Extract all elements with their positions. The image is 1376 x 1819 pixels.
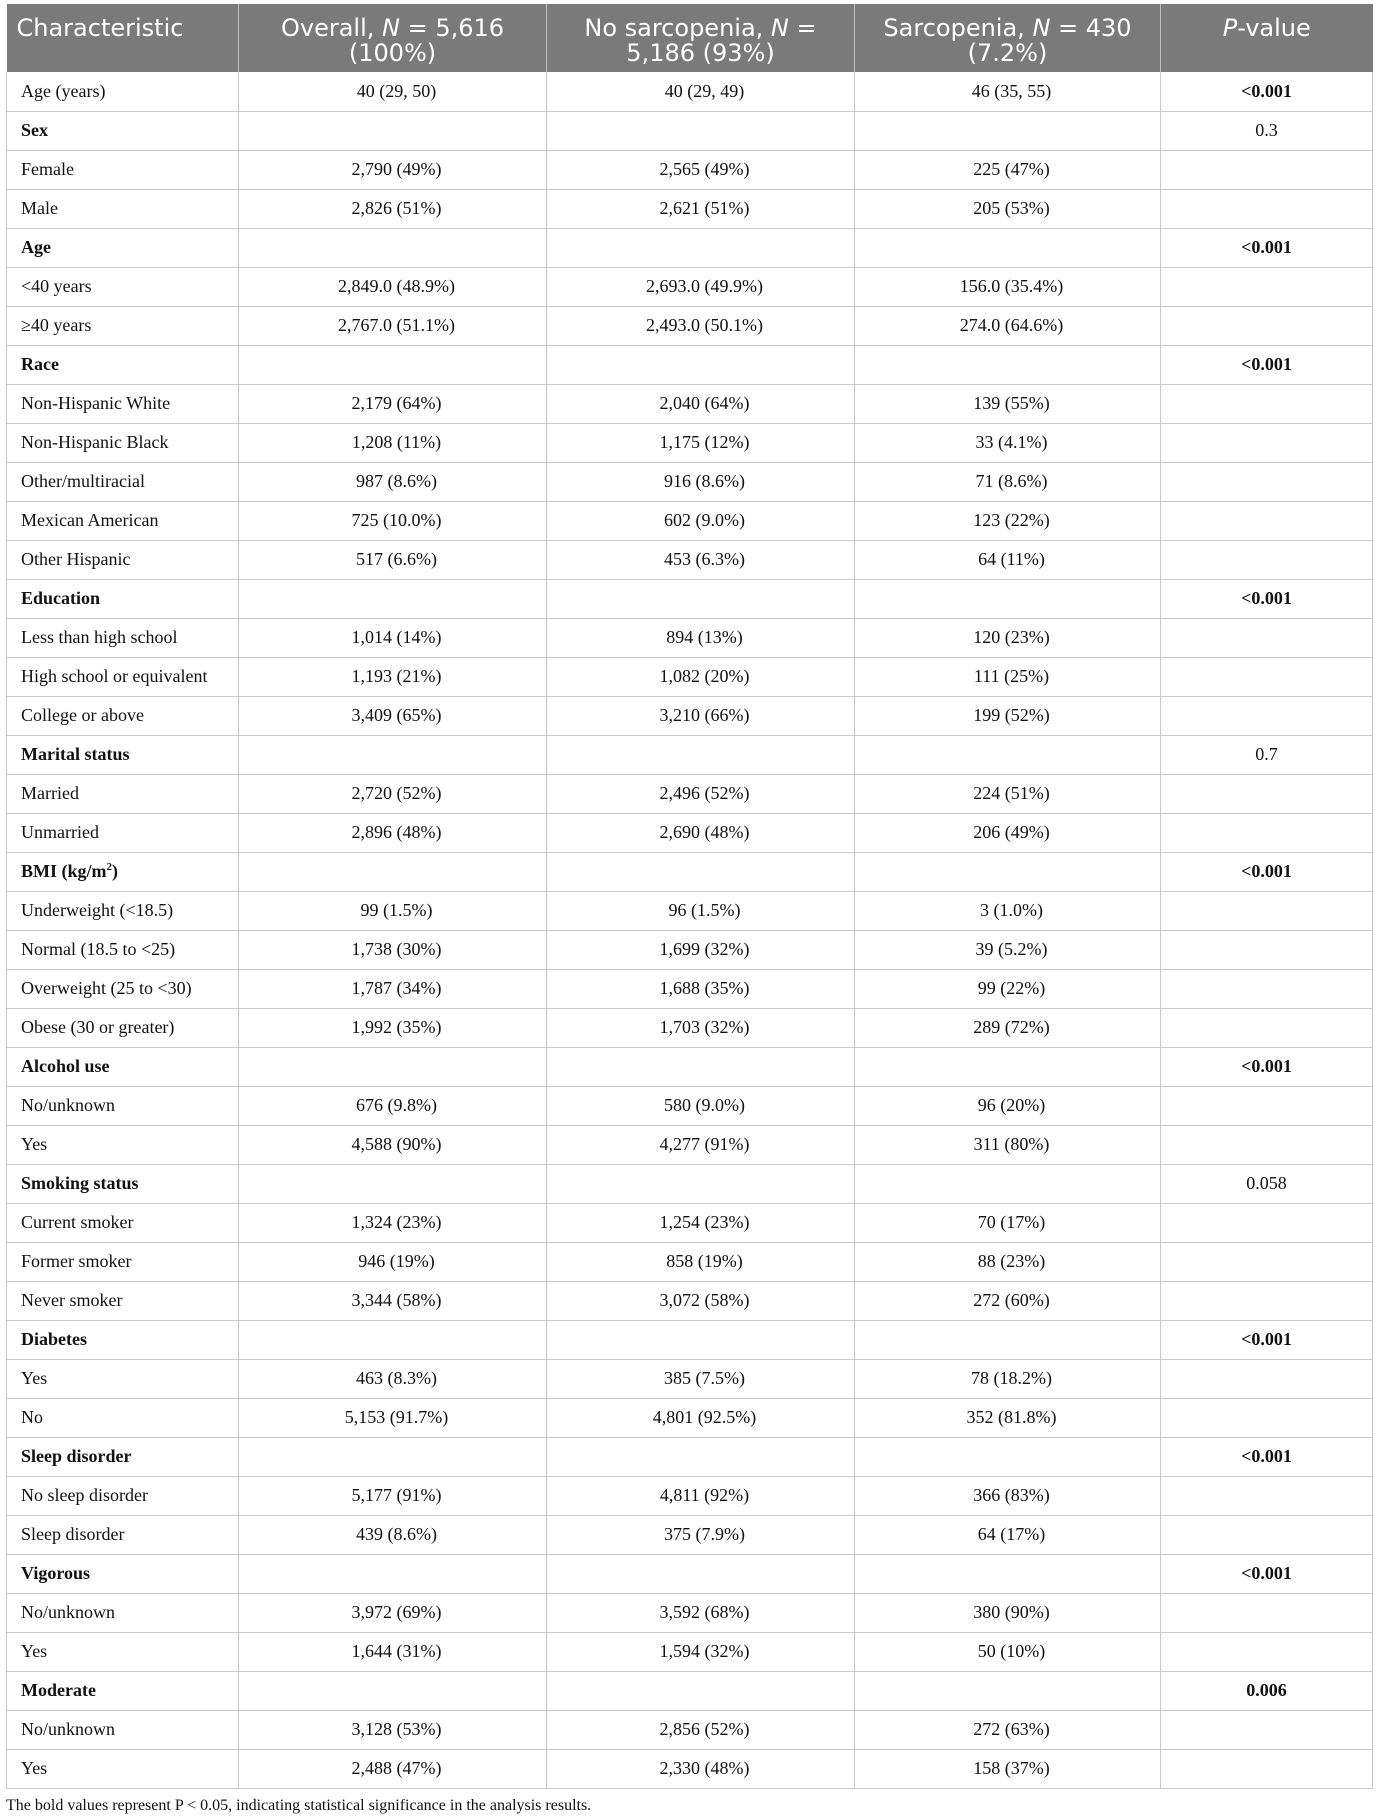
- table-row: [7, 1203, 1373, 1242]
- cell-sarcopenia: 120 (23%): [855, 618, 1161, 657]
- cell-p-value: [1161, 1398, 1373, 1437]
- cell-p-value: [1161, 423, 1373, 462]
- cell-characteristic: No/unknown: [7, 1710, 239, 1749]
- cell-characteristic: Sleep disorder: [7, 1515, 239, 1554]
- cell-no-sarcopenia: 3,592 (68%): [547, 1593, 855, 1632]
- cell-characteristic: Alcohol use: [7, 1047, 239, 1086]
- cell-p-value: [1161, 189, 1373, 228]
- cell-characteristic: Underweight (<18.5): [7, 891, 239, 930]
- cell-overall: [239, 1047, 547, 1086]
- table-row: [7, 228, 1373, 267]
- header-overall: Overall, N = 5,616 (100%): [239, 4, 547, 72]
- cell-sarcopenia: [855, 1047, 1161, 1086]
- cell-sarcopenia: 123 (22%): [855, 501, 1161, 540]
- cell-sarcopenia: 380 (90%): [855, 1593, 1161, 1632]
- cell-sarcopenia: 96 (20%): [855, 1086, 1161, 1125]
- cell-sarcopenia: 64 (17%): [855, 1515, 1161, 1554]
- cell-sarcopenia: 272 (63%): [855, 1710, 1161, 1749]
- cell-no-sarcopenia: 2,621 (51%): [547, 189, 855, 228]
- header-p-value: P-value: [1161, 4, 1373, 72]
- table-row: [7, 930, 1373, 969]
- table-row: [7, 1554, 1373, 1593]
- cell-overall: 3,344 (58%): [239, 1281, 547, 1320]
- cell-no-sarcopenia: 2,330 (48%): [547, 1749, 855, 1788]
- cell-no-sarcopenia: 2,693.0 (49.9%): [547, 267, 855, 306]
- cell-no-sarcopenia: 1,254 (23%): [547, 1203, 855, 1242]
- cell-p-value: 0.7: [1161, 735, 1373, 774]
- cell-no-sarcopenia: [547, 579, 855, 618]
- cell-no-sarcopenia: 2,496 (52%): [547, 774, 855, 813]
- cell-overall: 4,588 (90%): [239, 1125, 547, 1164]
- cell-no-sarcopenia: 894 (13%): [547, 618, 855, 657]
- cell-no-sarcopenia: 858 (19%): [547, 1242, 855, 1281]
- cell-overall: 463 (8.3%): [239, 1359, 547, 1398]
- cell-no-sarcopenia: [547, 345, 855, 384]
- cell-overall: 1,787 (34%): [239, 969, 547, 1008]
- table-row: [7, 111, 1373, 150]
- cell-no-sarcopenia: 2,565 (49%): [547, 150, 855, 189]
- cell-p-value: [1161, 1710, 1373, 1749]
- table-footnote: The bold values represent P < 0.05, indicating statistical significance in the analysis results.: [6, 1797, 592, 1814]
- cell-no-sarcopenia: 4,801 (92.5%): [547, 1398, 855, 1437]
- cell-no-sarcopenia: 1,703 (32%): [547, 1008, 855, 1047]
- cell-characteristic: Age (years): [7, 72, 239, 111]
- cell-p-value: <0.001: [1161, 1320, 1373, 1359]
- cell-overall: [239, 579, 547, 618]
- table-row: [7, 813, 1373, 852]
- table-row: [7, 1632, 1373, 1671]
- cell-overall: 3,972 (69%): [239, 1593, 547, 1632]
- cell-p-value: [1161, 462, 1373, 501]
- table-row: [7, 423, 1373, 462]
- cell-p-value: [1161, 813, 1373, 852]
- cell-p-value: <0.001: [1161, 345, 1373, 384]
- table-row: [7, 891, 1373, 930]
- cell-overall: 2,179 (64%): [239, 384, 547, 423]
- table-row: [7, 618, 1373, 657]
- cell-characteristic: Race: [7, 345, 239, 384]
- cell-sarcopenia: [855, 1671, 1161, 1710]
- cell-p-value: [1161, 1593, 1373, 1632]
- cell-characteristic: Other Hispanic: [7, 540, 239, 579]
- cell-characteristic: Vigorous: [7, 1554, 239, 1593]
- cell-sarcopenia: 33 (4.1%): [855, 423, 1161, 462]
- cell-overall: 5,153 (91.7%): [239, 1398, 547, 1437]
- cell-overall: 2,488 (47%): [239, 1749, 547, 1788]
- cell-p-value: 0.3: [1161, 111, 1373, 150]
- cell-no-sarcopenia: 580 (9.0%): [547, 1086, 855, 1125]
- table-row: [7, 579, 1373, 618]
- cell-characteristic: ≥40 years: [7, 306, 239, 345]
- cell-characteristic: Overweight (25 to <30): [7, 969, 239, 1008]
- cell-sarcopenia: [855, 852, 1161, 891]
- cell-characteristic: Smoking status: [7, 1164, 239, 1203]
- cell-sarcopenia: 88 (23%): [855, 1242, 1161, 1281]
- cell-sarcopenia: [855, 579, 1161, 618]
- cell-p-value: <0.001: [1161, 72, 1373, 111]
- cell-characteristic: Female: [7, 150, 239, 189]
- table-row: [7, 1749, 1373, 1788]
- cell-characteristic: Yes: [7, 1359, 239, 1398]
- cell-sarcopenia: 3 (1.0%): [855, 891, 1161, 930]
- cell-no-sarcopenia: 4,811 (92%): [547, 1476, 855, 1515]
- cell-no-sarcopenia: [547, 1437, 855, 1476]
- cell-characteristic: Male: [7, 189, 239, 228]
- cell-overall: [239, 1437, 547, 1476]
- table-header-row: [7, 4, 1373, 72]
- cell-overall: 3,128 (53%): [239, 1710, 547, 1749]
- cell-no-sarcopenia: [547, 735, 855, 774]
- cell-characteristic: Yes: [7, 1125, 239, 1164]
- cell-no-sarcopenia: [547, 1671, 855, 1710]
- table-row: [7, 1593, 1373, 1632]
- cell-no-sarcopenia: 1,699 (32%): [547, 930, 855, 969]
- table-row: [7, 969, 1373, 1008]
- cell-sarcopenia: [855, 345, 1161, 384]
- cell-p-value: [1161, 657, 1373, 696]
- cell-overall: [239, 111, 547, 150]
- cell-p-value: [1161, 969, 1373, 1008]
- cell-p-value: [1161, 891, 1373, 930]
- cell-p-value: 0.006: [1161, 1671, 1373, 1710]
- cell-no-sarcopenia: 602 (9.0%): [547, 501, 855, 540]
- cell-no-sarcopenia: [547, 228, 855, 267]
- table-row: [7, 1125, 1373, 1164]
- cell-sarcopenia: 205 (53%): [855, 189, 1161, 228]
- table-body: [7, 72, 1373, 1788]
- cell-sarcopenia: 158 (37%): [855, 1749, 1161, 1788]
- table-row: [7, 1398, 1373, 1437]
- header-no-sarcopenia: No sarcopenia, N = 5,186 (93%): [547, 4, 855, 72]
- table-row: [7, 852, 1373, 891]
- table-row: [7, 1242, 1373, 1281]
- cell-overall: 99 (1.5%): [239, 891, 547, 930]
- cell-characteristic: Normal (18.5 to <25): [7, 930, 239, 969]
- cell-overall: 2,720 (52%): [239, 774, 547, 813]
- cell-p-value: [1161, 1125, 1373, 1164]
- cell-sarcopenia: 50 (10%): [855, 1632, 1161, 1671]
- table-row: [7, 1437, 1373, 1476]
- cell-sarcopenia: [855, 1320, 1161, 1359]
- cell-no-sarcopenia: [547, 111, 855, 150]
- cell-overall: [239, 228, 547, 267]
- cell-p-value: [1161, 696, 1373, 735]
- cell-no-sarcopenia: 4,277 (91%): [547, 1125, 855, 1164]
- cell-sarcopenia: [855, 1437, 1161, 1476]
- cell-characteristic: Education: [7, 579, 239, 618]
- table-row: [7, 657, 1373, 696]
- cell-no-sarcopenia: 1,175 (12%): [547, 423, 855, 462]
- cell-sarcopenia: 225 (47%): [855, 150, 1161, 189]
- table-row: [7, 462, 1373, 501]
- table-row: [7, 1710, 1373, 1749]
- cell-sarcopenia: 111 (25%): [855, 657, 1161, 696]
- cell-characteristic: Non-Hispanic Black: [7, 423, 239, 462]
- table-row: [7, 735, 1373, 774]
- cell-characteristic: Marital status: [7, 735, 239, 774]
- cell-overall: 725 (10.0%): [239, 501, 547, 540]
- cell-overall: 946 (19%): [239, 1242, 547, 1281]
- cell-sarcopenia: 39 (5.2%): [855, 930, 1161, 969]
- table-row: [7, 1281, 1373, 1320]
- cell-no-sarcopenia: 375 (7.9%): [547, 1515, 855, 1554]
- cell-characteristic: Sleep disorder: [7, 1437, 239, 1476]
- cell-overall: [239, 1164, 547, 1203]
- cell-no-sarcopenia: 916 (8.6%): [547, 462, 855, 501]
- cell-characteristic: No/unknown: [7, 1086, 239, 1125]
- table-row: [7, 1047, 1373, 1086]
- cell-overall: 1,193 (21%): [239, 657, 547, 696]
- cell-p-value: 0.058: [1161, 1164, 1373, 1203]
- cell-no-sarcopenia: 453 (6.3%): [547, 540, 855, 579]
- cell-overall: [239, 735, 547, 774]
- cell-p-value: [1161, 1515, 1373, 1554]
- cell-p-value: [1161, 1242, 1373, 1281]
- cell-sarcopenia: 156.0 (35.4%): [855, 267, 1161, 306]
- cell-sarcopenia: 274.0 (64.6%): [855, 306, 1161, 345]
- cell-p-value: [1161, 1086, 1373, 1125]
- cell-overall: 1,992 (35%): [239, 1008, 547, 1047]
- cell-sarcopenia: 352 (81.8%): [855, 1398, 1161, 1437]
- cell-no-sarcopenia: 2,690 (48%): [547, 813, 855, 852]
- cell-overall: 517 (6.6%): [239, 540, 547, 579]
- cell-characteristic: Obese (30 or greater): [7, 1008, 239, 1047]
- cell-no-sarcopenia: 3,072 (58%): [547, 1281, 855, 1320]
- cell-characteristic: Other/multiracial: [7, 462, 239, 501]
- cell-overall: 1,014 (14%): [239, 618, 547, 657]
- cell-characteristic: No/unknown: [7, 1593, 239, 1632]
- cell-overall: 40 (29, 50): [239, 72, 547, 111]
- header-sarcopenia: Sarcopenia, N = 430 (7.2%): [855, 4, 1161, 72]
- cell-p-value: <0.001: [1161, 1437, 1373, 1476]
- table-row: [7, 345, 1373, 384]
- cell-no-sarcopenia: 1,688 (35%): [547, 969, 855, 1008]
- cell-sarcopenia: [855, 735, 1161, 774]
- cell-overall: [239, 852, 547, 891]
- cell-no-sarcopenia: 1,082 (20%): [547, 657, 855, 696]
- cell-p-value: [1161, 501, 1373, 540]
- cell-characteristic: High school or equivalent: [7, 657, 239, 696]
- cell-no-sarcopenia: [547, 1320, 855, 1359]
- cell-characteristic: Age: [7, 228, 239, 267]
- cell-no-sarcopenia: [547, 1047, 855, 1086]
- cell-characteristic: Current smoker: [7, 1203, 239, 1242]
- cell-p-value: [1161, 267, 1373, 306]
- cell-overall: 1,208 (11%): [239, 423, 547, 462]
- table-row: [7, 1515, 1373, 1554]
- cell-p-value: [1161, 930, 1373, 969]
- cell-characteristic: Yes: [7, 1632, 239, 1671]
- cell-p-value: <0.001: [1161, 1047, 1373, 1086]
- cell-sarcopenia: [855, 1554, 1161, 1593]
- cell-p-value: [1161, 774, 1373, 813]
- cell-characteristic: BMI $(kg/m^2)$: [7, 852, 239, 891]
- table-row: [7, 150, 1373, 189]
- cell-overall: 1,738 (30%): [239, 930, 547, 969]
- cell-no-sarcopenia: 3,210 (66%): [547, 696, 855, 735]
- cell-p-value: <0.001: [1161, 1554, 1373, 1593]
- cell-characteristic: <40 years: [7, 267, 239, 306]
- cell-characteristic: No sleep disorder: [7, 1476, 239, 1515]
- cell-overall: 2,896 (48%): [239, 813, 547, 852]
- table-container: [6, 4, 1372, 1789]
- cell-p-value: [1161, 1476, 1373, 1515]
- table-row: [7, 774, 1373, 813]
- table-row: [7, 696, 1373, 735]
- cell-overall: 2,849.0 (48.9%): [239, 267, 547, 306]
- cell-sarcopenia: 70 (17%): [855, 1203, 1161, 1242]
- cell-overall: 3,409 (65%): [239, 696, 547, 735]
- cell-sarcopenia: 99 (22%): [855, 969, 1161, 1008]
- table-row: [7, 1164, 1373, 1203]
- cell-p-value: [1161, 1359, 1373, 1398]
- cell-no-sarcopenia: 96 (1.5%): [547, 891, 855, 930]
- cell-no-sarcopenia: 2,493.0 (50.1%): [547, 306, 855, 345]
- cell-overall: [239, 1554, 547, 1593]
- cell-characteristic: Non-Hispanic White: [7, 384, 239, 423]
- cell-p-value: [1161, 540, 1373, 579]
- cell-overall: 2,790 (49%): [239, 150, 547, 189]
- cell-sarcopenia: 78 (18.2%): [855, 1359, 1161, 1398]
- table-row: [7, 1359, 1373, 1398]
- cell-no-sarcopenia: 1,594 (32%): [547, 1632, 855, 1671]
- table-row: [7, 189, 1373, 228]
- cell-characteristic: Never smoker: [7, 1281, 239, 1320]
- table-row: [7, 540, 1373, 579]
- cell-no-sarcopenia: 40 (29, 49): [547, 72, 855, 111]
- table-row: [7, 1008, 1373, 1047]
- cell-overall: 987 (8.6%): [239, 462, 547, 501]
- cell-sarcopenia: 206 (49%): [855, 813, 1161, 852]
- cell-characteristic: Mexican American: [7, 501, 239, 540]
- cell-sarcopenia: [855, 1164, 1161, 1203]
- characteristics-table: [6, 4, 1373, 1789]
- cell-no-sarcopenia: 385 (7.5%): [547, 1359, 855, 1398]
- table-row: [7, 1476, 1373, 1515]
- cell-sarcopenia: 224 (51%): [855, 774, 1161, 813]
- cell-no-sarcopenia: [547, 1554, 855, 1593]
- cell-characteristic: Yes: [7, 1749, 239, 1788]
- cell-characteristic: No: [7, 1398, 239, 1437]
- cell-characteristic: Less than high school: [7, 618, 239, 657]
- cell-sarcopenia: 272 (60%): [855, 1281, 1161, 1320]
- cell-no-sarcopenia: [547, 852, 855, 891]
- cell-p-value: <0.001: [1161, 579, 1373, 618]
- cell-p-value: [1161, 618, 1373, 657]
- cell-overall: 2,767.0 (51.1%): [239, 306, 547, 345]
- cell-p-value: [1161, 1281, 1373, 1320]
- cell-sarcopenia: 139 (55%): [855, 384, 1161, 423]
- cell-no-sarcopenia: 2,856 (52%): [547, 1710, 855, 1749]
- cell-sarcopenia: 64 (11%): [855, 540, 1161, 579]
- table-row: [7, 384, 1373, 423]
- cell-sarcopenia: 46 (35, 55): [855, 72, 1161, 111]
- cell-overall: 2,826 (51%): [239, 189, 547, 228]
- cell-overall: 1,644 (31%): [239, 1632, 547, 1671]
- cell-p-value: [1161, 1203, 1373, 1242]
- table-row: [7, 1086, 1373, 1125]
- cell-sarcopenia: 289 (72%): [855, 1008, 1161, 1047]
- cell-no-sarcopenia: 2,040 (64%): [547, 384, 855, 423]
- cell-p-value: [1161, 1749, 1373, 1788]
- cell-p-value: [1161, 306, 1373, 345]
- cell-p-value: [1161, 1632, 1373, 1671]
- cell-overall: [239, 345, 547, 384]
- cell-overall: 5,177 (91%): [239, 1476, 547, 1515]
- cell-p-value: [1161, 1008, 1373, 1047]
- cell-sarcopenia: 311 (80%): [855, 1125, 1161, 1164]
- table-row: [7, 1320, 1373, 1359]
- cell-characteristic: Moderate: [7, 1671, 239, 1710]
- cell-characteristic: Sex: [7, 111, 239, 150]
- cell-p-value: [1161, 150, 1373, 189]
- cell-sarcopenia: 366 (83%): [855, 1476, 1161, 1515]
- cell-sarcopenia: [855, 228, 1161, 267]
- table-row: [7, 267, 1373, 306]
- table-row: [7, 306, 1373, 345]
- cell-overall: [239, 1320, 547, 1359]
- cell-sarcopenia: [855, 111, 1161, 150]
- cell-characteristic: College or above: [7, 696, 239, 735]
- cell-overall: [239, 1671, 547, 1710]
- table-row: [7, 501, 1373, 540]
- cell-sarcopenia: 199 (52%): [855, 696, 1161, 735]
- cell-no-sarcopenia: [547, 1164, 855, 1203]
- cell-p-value: [1161, 384, 1373, 423]
- cell-sarcopenia: 71 (8.6%): [855, 462, 1161, 501]
- cell-characteristic: Former smoker: [7, 1242, 239, 1281]
- cell-characteristic: Married: [7, 774, 239, 813]
- cell-overall: 1,324 (23%): [239, 1203, 547, 1242]
- cell-overall: 676 (9.8%): [239, 1086, 547, 1125]
- cell-p-value: <0.001: [1161, 852, 1373, 891]
- cell-characteristic: Diabetes: [7, 1320, 239, 1359]
- cell-p-value: <0.001: [1161, 228, 1373, 267]
- table-row: [7, 72, 1373, 111]
- header-characteristic: Characteristic: [7, 4, 239, 72]
- table-row: [7, 1671, 1373, 1710]
- cell-overall: 439 (8.6%): [239, 1515, 547, 1554]
- cell-characteristic: Unmarried: [7, 813, 239, 852]
